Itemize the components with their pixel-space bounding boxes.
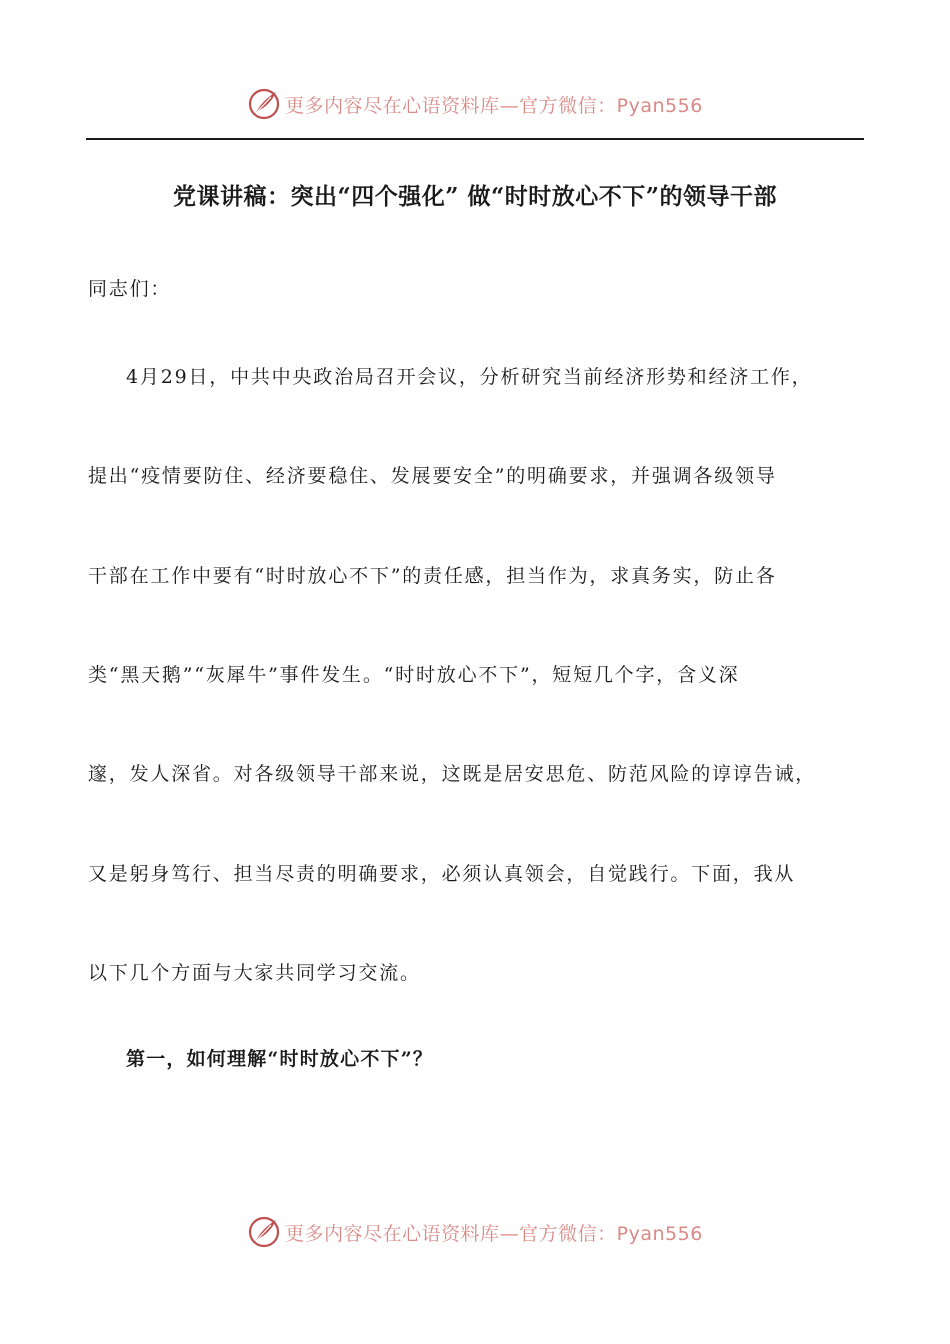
paragraph-line: 4月29日，中共中央政治局召开会议，分析研究当前经济形势和经济工作， <box>126 366 813 388</box>
header-banner <box>0 84 950 124</box>
paragraph-line: 干部在工作中要有“时时放心不下”的责任感，担当作为，求真务实，防止各 <box>88 565 777 587</box>
header-divider <box>86 138 864 140</box>
section-heading: 第一，如何理解“时时放心不下”？ <box>126 1048 434 1070</box>
document-title: 党课讲稿：突出“四个强化” 做“时时放心不下”的领导干部 <box>173 183 777 210</box>
banner-handle: Pyan556 <box>616 94 703 117</box>
paragraph-line: 又是躬身笃行、担当尽责的明确要求，必须认真领会，自觉践行。下面，我从 <box>88 863 796 885</box>
paragraph-line: 类“黑天鹅”“灰犀牛”事件发生。“时时放心不下”，短短几个字，含义深 <box>88 664 740 686</box>
banner-text <box>285 91 703 118</box>
paragraph-line: 提出“疫情要防住、经济要稳住、发展要安全”的明确要求，并强调各级领导 <box>88 465 777 487</box>
feather-pen-logo-icon <box>247 1215 281 1249</box>
banner-label: 更多内容尽在心语资料库—官方微信： <box>285 1222 617 1245</box>
footer-banner <box>0 1212 950 1252</box>
banner-label: 更多内容尽在心语资料库—官方微信： <box>285 94 617 117</box>
salutation: 同志们： <box>88 278 172 300</box>
banner-handle: Pyan556 <box>616 1222 703 1245</box>
paragraph-line: 以下几个方面与大家共同学习交流。 <box>88 962 421 984</box>
banner-text <box>285 1219 703 1246</box>
paragraph-line: 邃，发人深省。对各级领导干部来说，这既是居安思危、防范风险的谆谆告诫， <box>88 763 817 785</box>
feather-pen-logo-icon <box>247 87 281 121</box>
